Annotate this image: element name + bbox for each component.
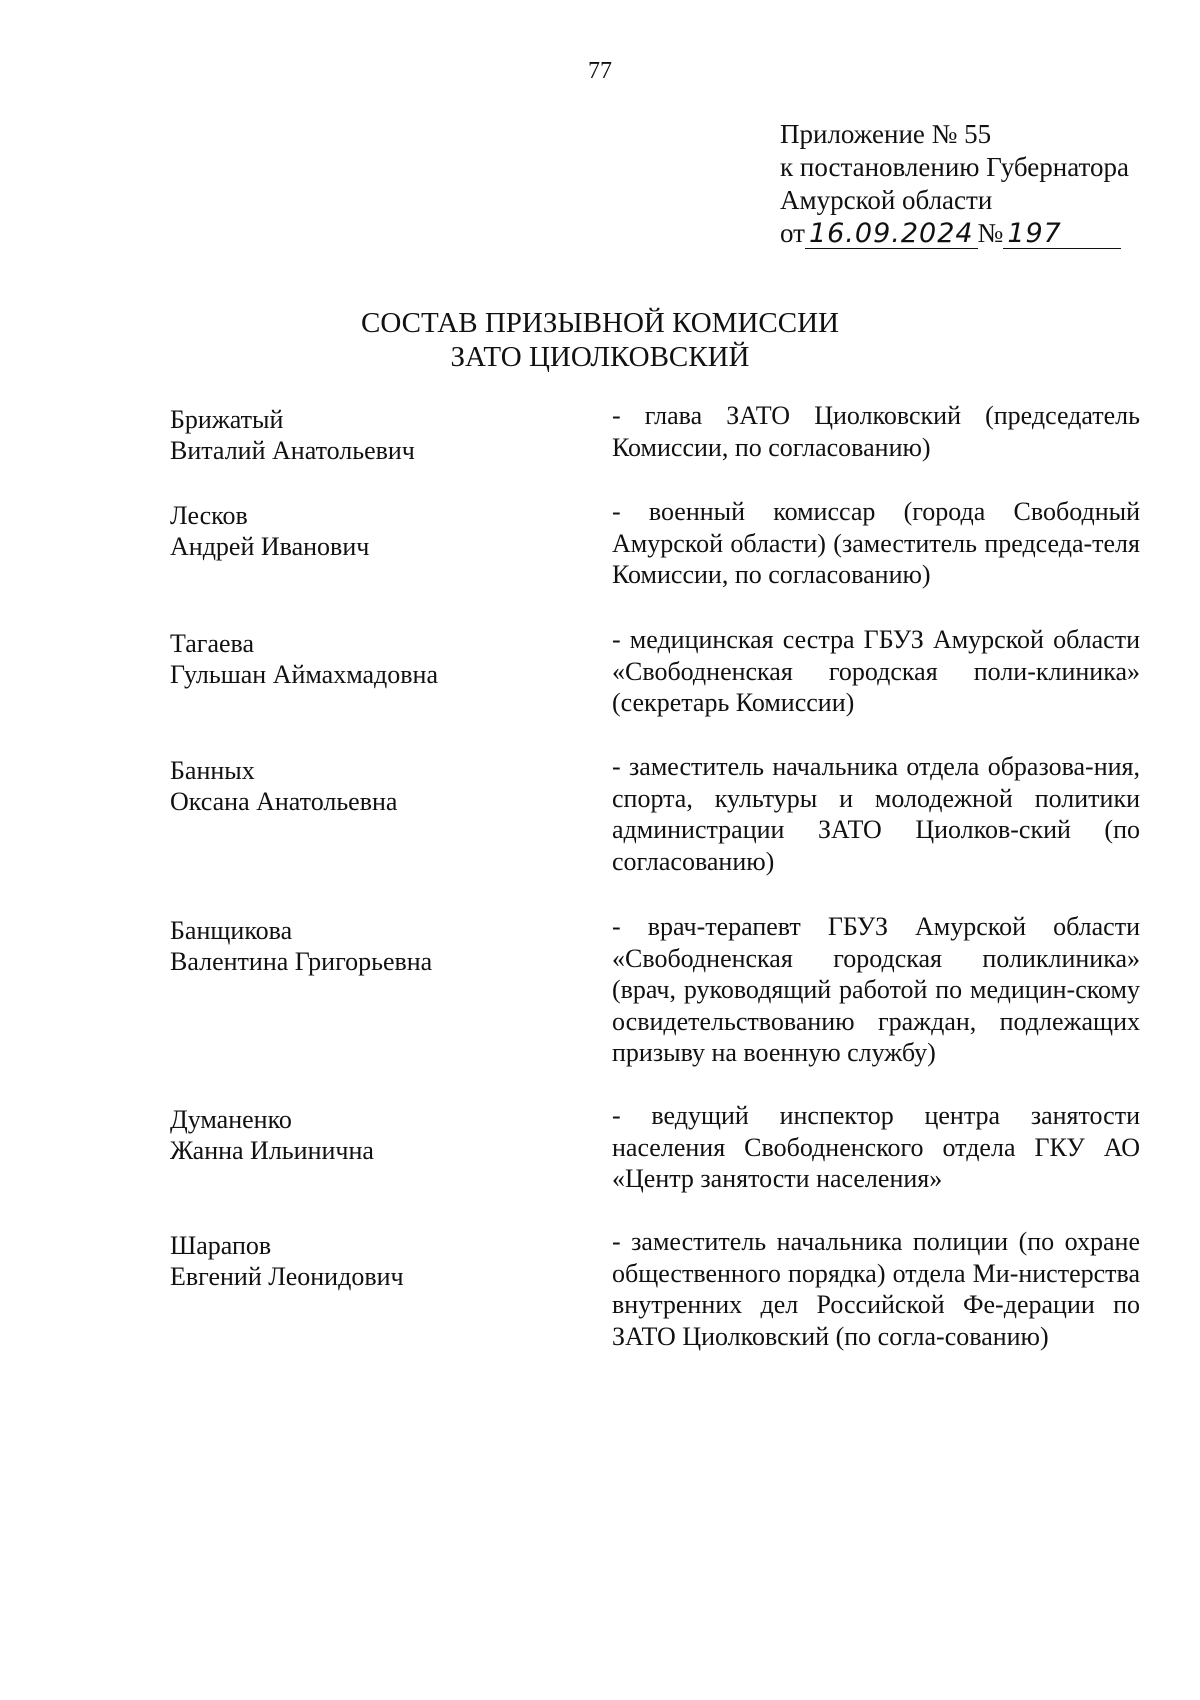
member-surname: Тагаева (170, 629, 254, 658)
member-name (170, 915, 570, 977)
member-given-names: Андрей Иванович (170, 532, 370, 561)
member-surname: Думаненко (170, 1105, 292, 1134)
member-name (170, 500, 570, 562)
member-role: - военный комиссар (города Свободный Амурской области) (заместитель председа-теля Комиссии, по согласованию) (612, 497, 1140, 589)
member-given-names: Оксана Анатольевна (170, 787, 398, 816)
member-name (170, 755, 570, 817)
member-role: - врач-терапевт ГБУЗ Амурской области «Свободненская городская поликлиника» (врач, руководящий работой по медицин-скому освидетельствованию граждан, подлежащих призыву на военную службу) (612, 912, 1140, 1067)
member-surname: Банщикова (170, 916, 293, 945)
appendix-date-line (780, 217, 1180, 250)
appendix-line-region: Амурской области (780, 185, 993, 215)
appendix-line-decree: к постановлению Губернатора (780, 152, 1129, 182)
number-prefix: № (977, 218, 1004, 248)
member-role: - заместитель начальника полиции (по охране общественного порядка) отдела Ми-нистерства внутренних дел Российской Фе-дерации по ЗАТО Циолковский (по согла-сованию) (612, 1227, 1140, 1351)
member-role: - ведущий инспектор центра занятости населения Свободненского отдела ГКУ АО «Центр занятости населения» (612, 1101, 1140, 1193)
member-name (170, 1230, 570, 1292)
appendix-title: Приложение № 55 (780, 119, 992, 149)
member-role: - глава ЗАТО Циолковский (председатель Комиссии, по согласованию) (612, 401, 1140, 462)
handwritten-date: 16.09.2024 (805, 220, 978, 249)
title-line-2: ЗАТО ЦИОЛКОВСКИЙ (450, 341, 750, 373)
member-name (170, 628, 570, 690)
member-role: - заместитель начальника отдела образова-ния, спорта, культуры и молодежной политики администрации ЗАТО Циолков-ский (по согласованию) (612, 752, 1140, 876)
member-surname: Брижатый (170, 405, 284, 434)
member-surname: Лесков (170, 501, 248, 530)
date-prefix: от (780, 218, 805, 248)
handwritten-number: 197 (1003, 220, 1121, 249)
document-title (0, 306, 1200, 374)
member-given-names: Валентина Григорьевна (170, 947, 433, 976)
member-given-names: Жанна Ильинична (170, 1136, 374, 1165)
member-role: - медицинская сестра ГБУЗ Амурской области «Свободненская городская поли-клиника» (секретарь Комиссии) (612, 625, 1140, 717)
member-surname: Банных (170, 756, 255, 785)
member-given-names: Евгений Леонидович (170, 1262, 404, 1291)
page-number: 77 (588, 58, 612, 84)
appendix-block (780, 118, 1180, 250)
title-line-1: СОСТАВ ПРИЗЫВНОЙ КОМИССИИ (361, 307, 839, 339)
member-given-names: Гульшан Аймахмадовна (170, 660, 438, 689)
member-surname: Шарапов (170, 1231, 272, 1260)
member-given-names: Виталий Анатольевич (170, 436, 415, 465)
member-name (170, 404, 570, 466)
member-name (170, 1104, 570, 1166)
